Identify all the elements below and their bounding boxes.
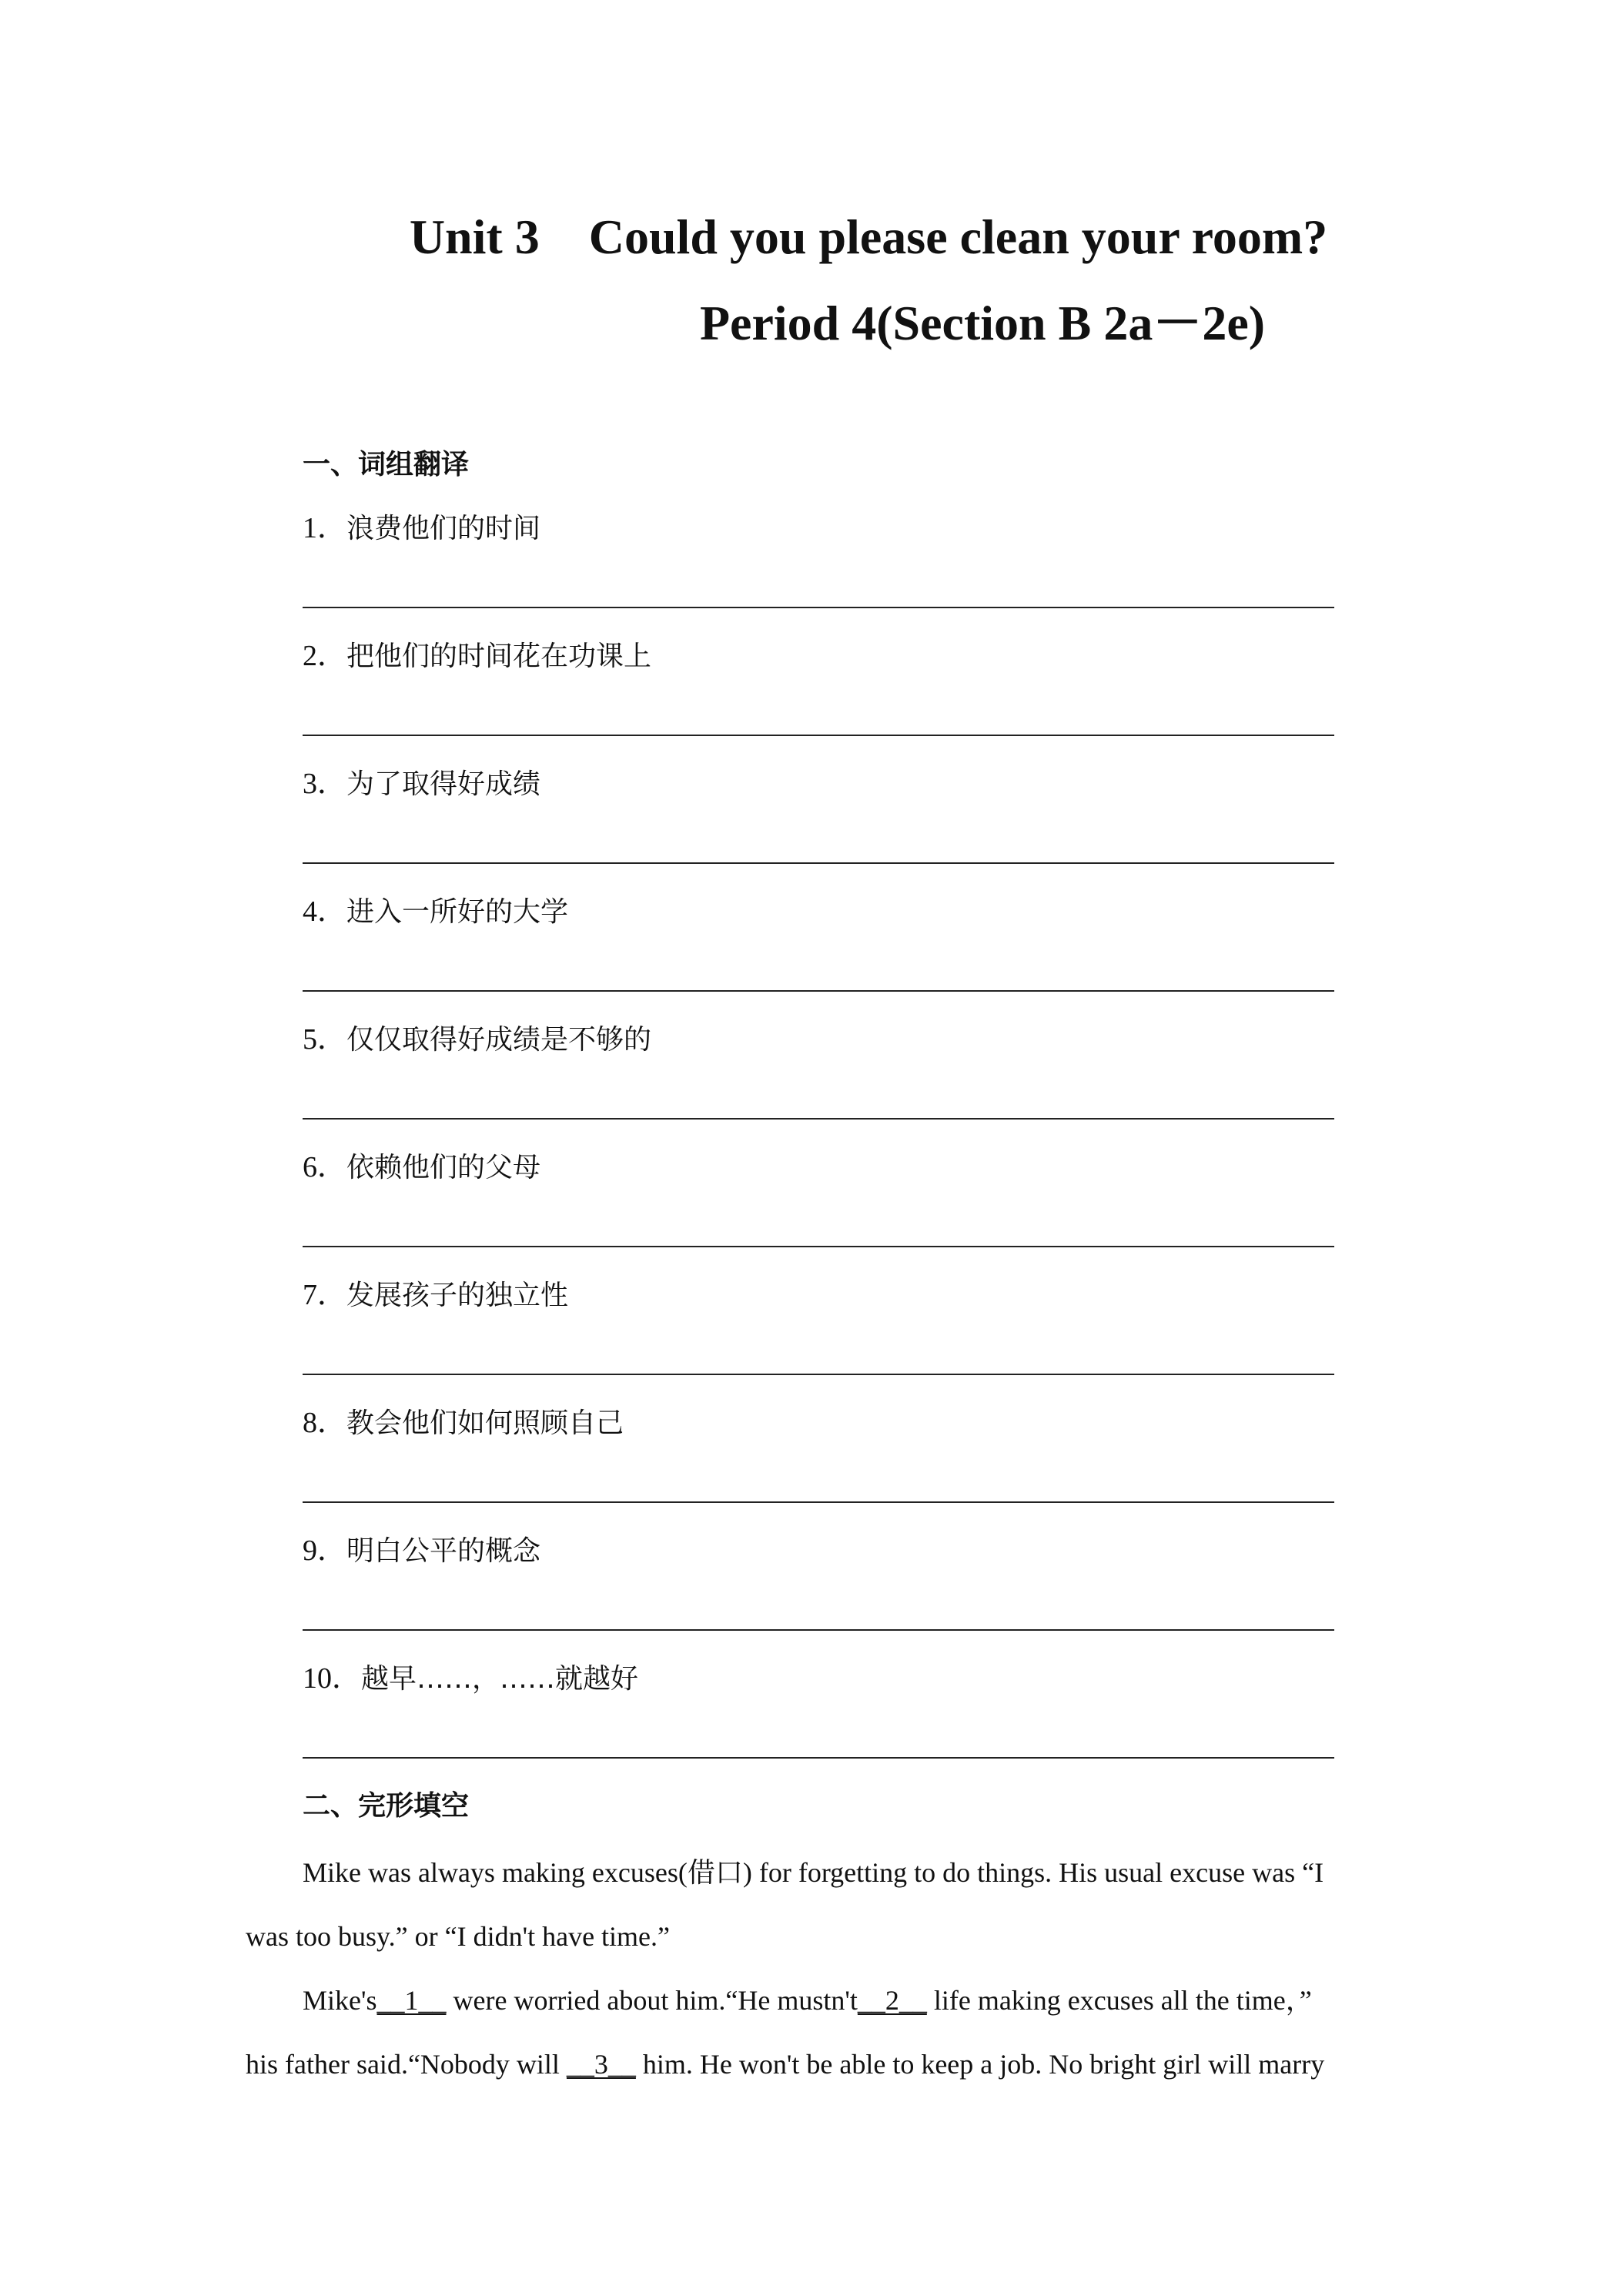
paragraph-1-line-1: Mike was always making excuses(借口) for forgetting to do things. His usual excuse was “I: [303, 1857, 1324, 1888]
section1-heading: 一、词组翻译: [303, 449, 470, 480]
paragraph-2-line-2: [246, 2050, 1324, 2078]
answer-line-4[interactable]: [303, 990, 1334, 992]
text-span: him. He won't be able to keep a job. No bright girl will marry: [635, 2049, 1325, 2080]
item-text: 仅仅取得好成绩是不够的: [346, 1024, 652, 1056]
item-text: 发展孩子的独立性: [346, 1280, 569, 1311]
text-span: were worried about him.“He mustn't: [446, 1985, 858, 2016]
item-text: 浪费他们的时间: [346, 513, 541, 544]
item-text: 把他们的时间花在功课上: [346, 641, 652, 672]
title-period: Period 4(Section B 2a－2e): [699, 296, 1266, 350]
section2-heading: 二、完形填空: [303, 1790, 470, 1822]
item-number: 10．: [303, 1662, 362, 1695]
list-item: [303, 1664, 638, 1693]
paragraph-2-line-1: [303, 1986, 1312, 2014]
list-item: [303, 1408, 624, 1438]
item-number: 7．: [303, 1279, 347, 1311]
answer-line-10[interactable]: [303, 1757, 1334, 1759]
answer-line-7[interactable]: [303, 1374, 1334, 1375]
paragraph-1-line-2: was too busy.” or “I didn't have time.”: [246, 1921, 671, 1952]
item-text: 进入一所好的大学: [346, 896, 569, 928]
item-number: 6．: [303, 1151, 347, 1183]
blank-2[interactable]: __2__: [857, 1985, 927, 2016]
item-number: 8．: [303, 1407, 347, 1439]
list-item: [303, 641, 651, 671]
item-text: 明白公平的概念: [346, 1535, 541, 1567]
blank-3[interactable]: __3__: [566, 2049, 636, 2080]
answer-line-1[interactable]: [303, 607, 1334, 608]
list-item: [303, 769, 540, 798]
list-item: [303, 1280, 568, 1310]
item-number: 4．: [303, 895, 347, 928]
item-text: 为了取得好成绩: [346, 768, 541, 800]
list-item: [303, 1153, 540, 1182]
answer-line-9[interactable]: [303, 1629, 1334, 1631]
item-text: 依赖他们的父母: [346, 1152, 541, 1183]
item-text: 越早……，……就越好: [361, 1663, 639, 1695]
item-number: 9．: [303, 1535, 347, 1567]
text-span: life making excuses all the time，”: [926, 1985, 1312, 2016]
item-number: 5．: [303, 1023, 347, 1056]
list-item: [303, 1536, 540, 1565]
answer-line-3[interactable]: [303, 862, 1334, 864]
text-span: his father said.“Nobody will: [246, 2049, 567, 2080]
answer-line-6[interactable]: [303, 1246, 1334, 1247]
answer-line-8[interactable]: [303, 1501, 1334, 1503]
text-span: Mike's: [303, 1985, 377, 2016]
item-number: 3．: [303, 768, 347, 800]
blank-1[interactable]: __1__: [376, 1985, 447, 2016]
answer-line-2[interactable]: [303, 735, 1334, 736]
answer-line-5[interactable]: [303, 1118, 1334, 1120]
list-item: [303, 897, 568, 926]
list-item: [303, 1025, 651, 1054]
title-unit: Unit 3 Could you please clean your room?: [409, 209, 1328, 264]
item-number: 1．: [303, 512, 347, 544]
item-number: 2．: [303, 640, 347, 672]
list-item: [303, 514, 540, 543]
item-text: 教会他们如何照顾自己: [346, 1407, 624, 1439]
